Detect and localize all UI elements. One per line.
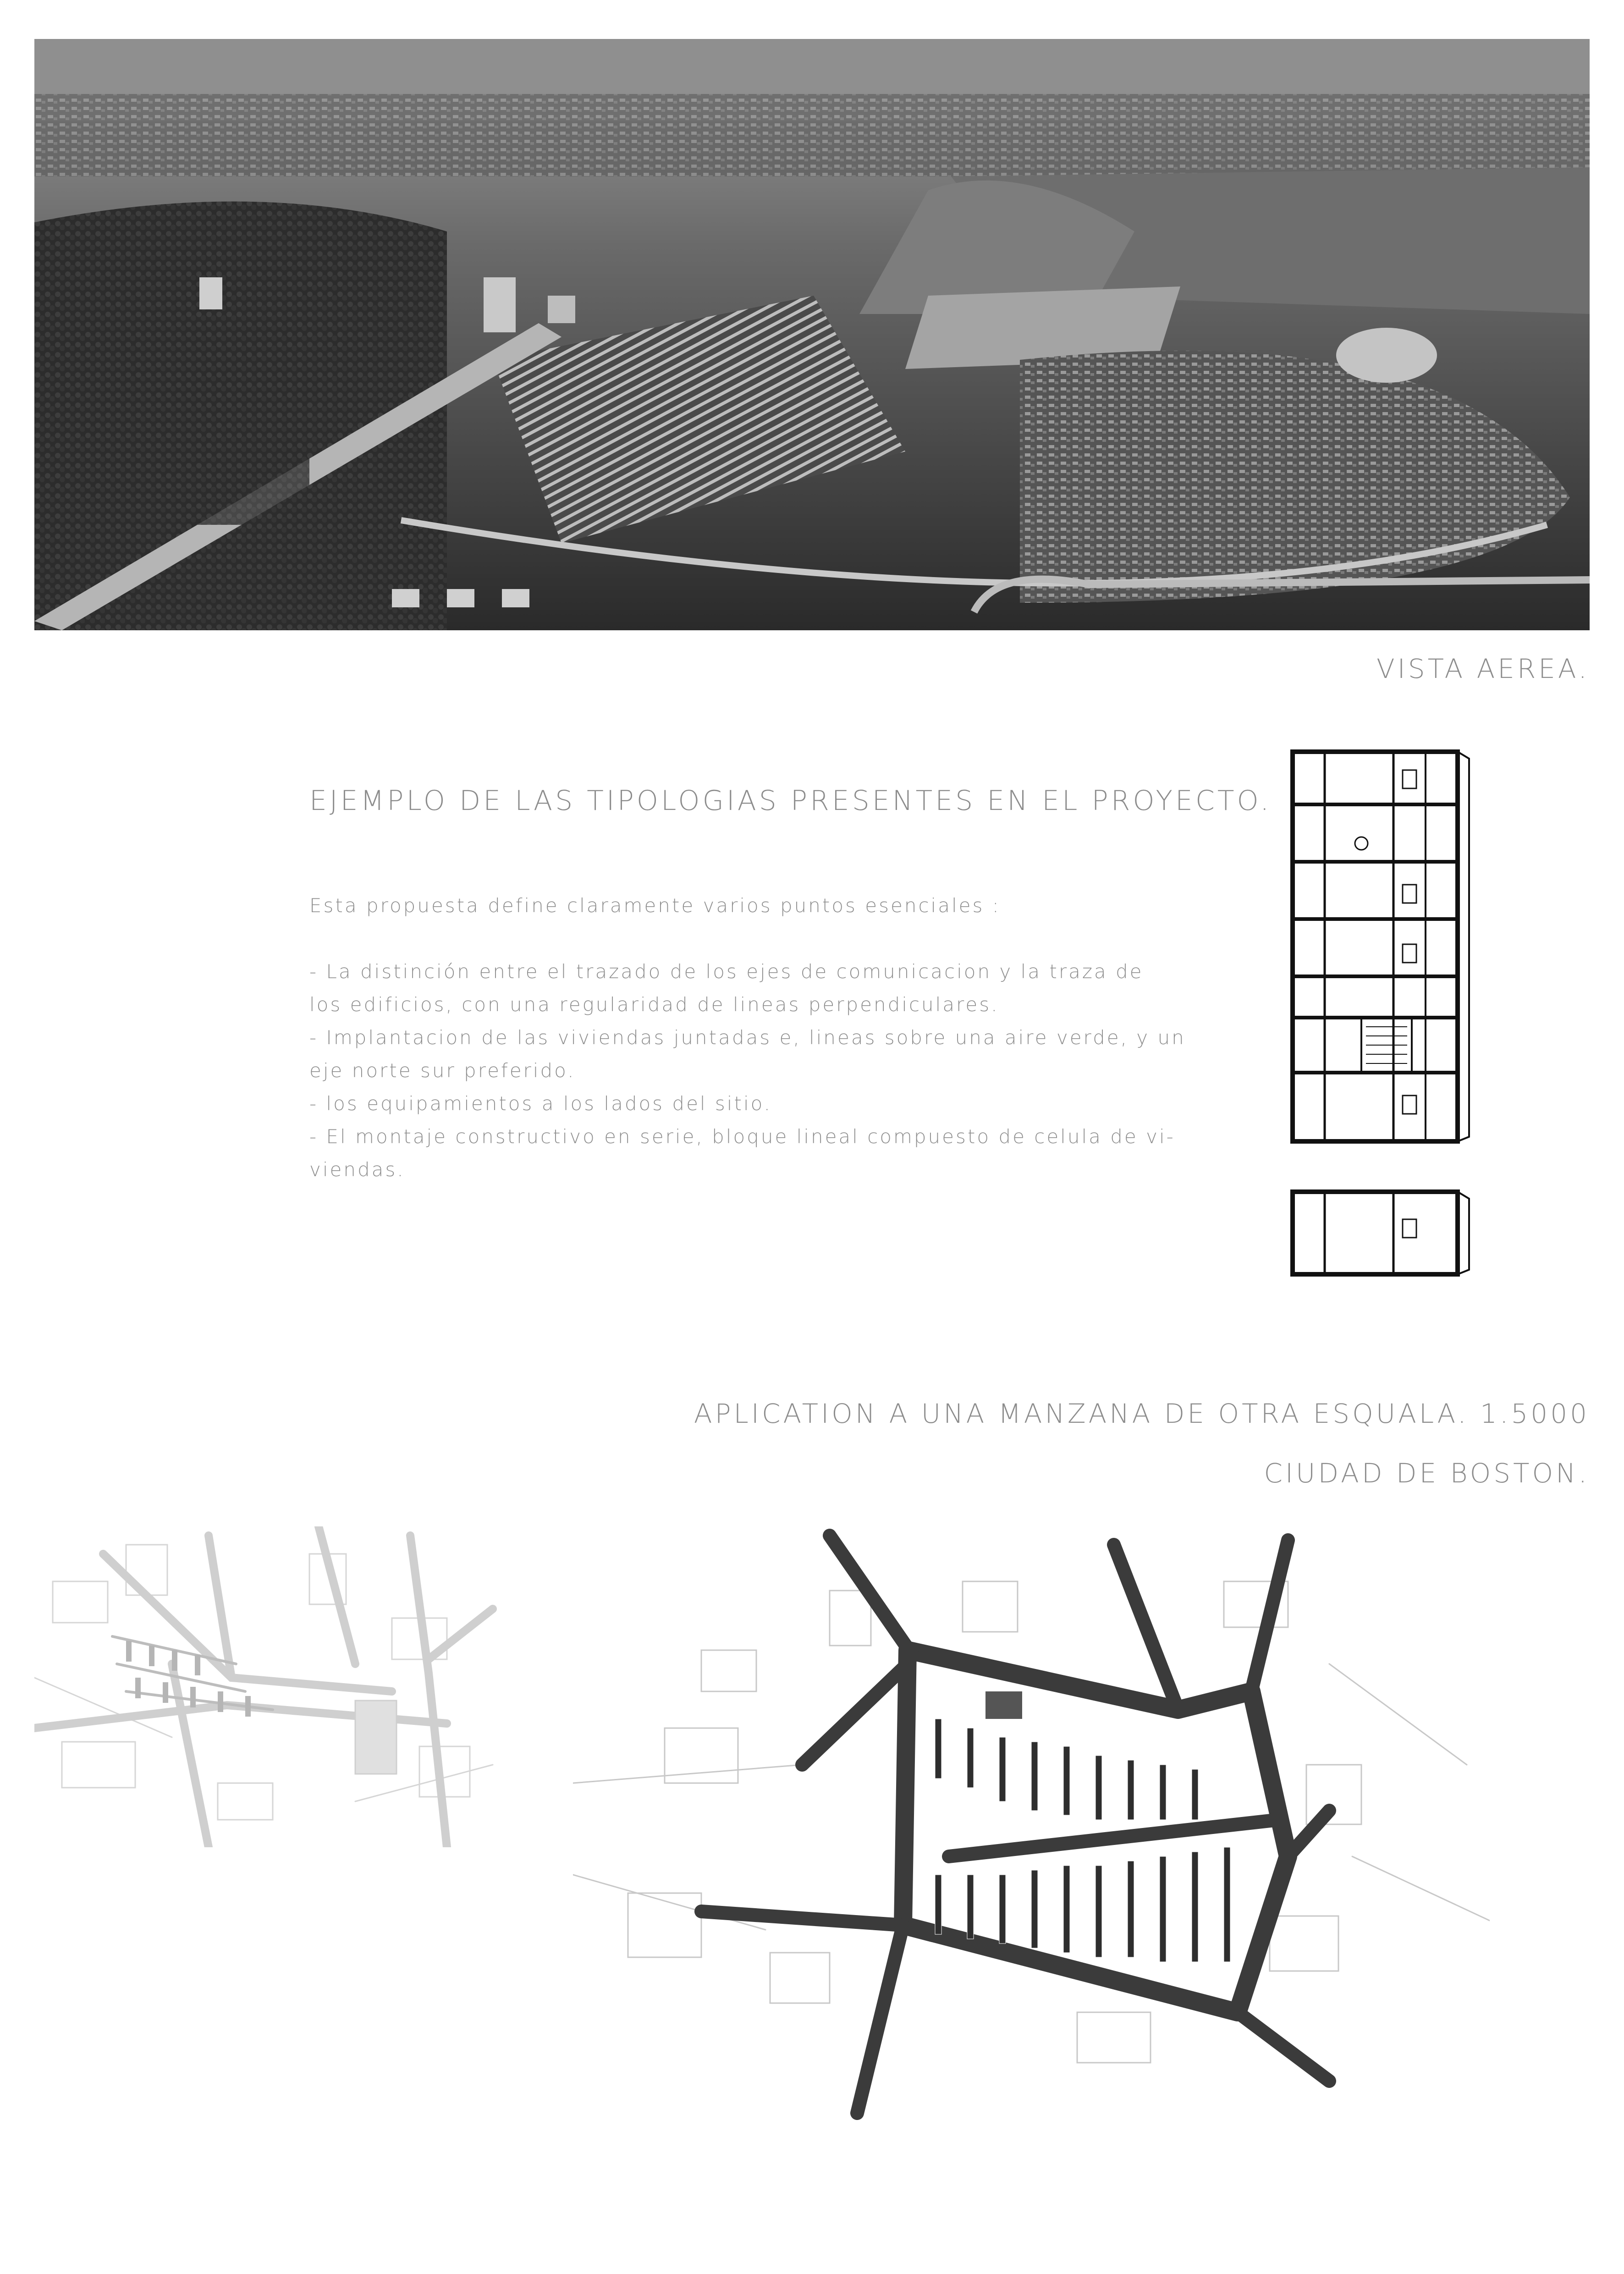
application-caption: APLICATION A UNA MANZANA DE OTRA ESQUALA. 1.5000 — [694, 1398, 1590, 1429]
proposed-block-map — [573, 1526, 1490, 2122]
city-caption: CIUDAD DE BOSTON. — [1264, 1458, 1590, 1489]
aerial-caption: VISTA AEREA. — [1376, 653, 1590, 684]
floor-plan — [1288, 733, 1494, 1283]
text-line: viendas. — [309, 1158, 405, 1181]
intro-line: Esta propuesta define claramente varios puntos esenciales : — [309, 894, 1001, 917]
aerial-photo — [34, 39, 1590, 630]
typology-heading: EJEMPLO DE LAS TIPOLOGIAS PRESENTES EN EL PROYECTO. — [309, 785, 1272, 817]
text-line: - Implantacion de las viviendas juntadas e, lineas sobre una aire verde, y un — [309, 1026, 1186, 1049]
text-line: los edificios, con una regularidad de lineas perpendiculares. — [309, 993, 999, 1016]
existing-block-map — [34, 1526, 502, 1847]
text-line: - El montaje constructivo en serie, bloque lineal compuesto de celula de vi- — [309, 1125, 1175, 1148]
text-line: - La distinción entre el trazado de los ejes de comunicacion y la traza de — [309, 960, 1144, 983]
body-text — [309, 889, 1208, 1186]
text-line: - los equipamientos a los lados del sitio. — [309, 1092, 772, 1115]
text-line: eje norte sur preferido. — [309, 1059, 576, 1082]
